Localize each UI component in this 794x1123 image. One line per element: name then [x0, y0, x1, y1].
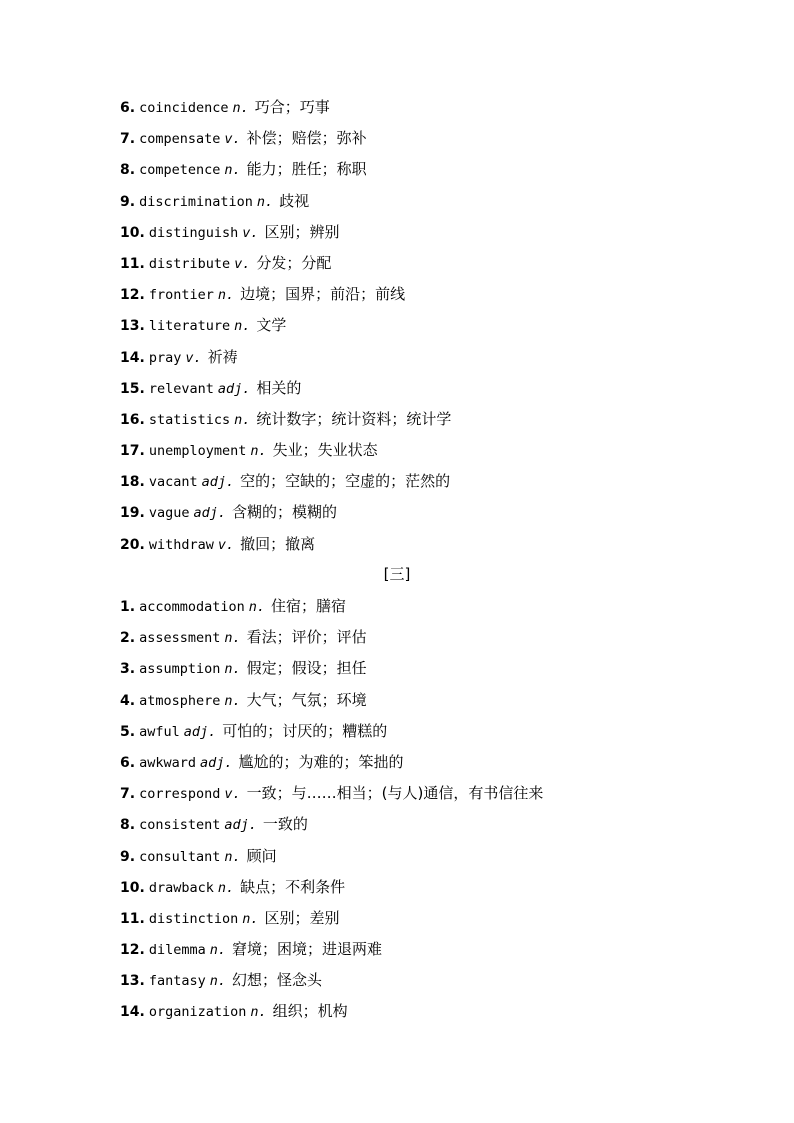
entry-definition: 顾问 — [246, 846, 277, 865]
entry-definition: 补偿；赔偿；弥补 — [246, 129, 367, 148]
entry-number: 19. — [120, 505, 145, 522]
entry-word: consultant — [139, 848, 221, 865]
entry-definition: 一致；与……相当；(与人)通信，有书信往来 — [246, 784, 544, 803]
entry-number: 3. — [120, 661, 136, 678]
entry-definition: 一致的 — [262, 815, 308, 834]
entry-word: drawback — [148, 879, 214, 896]
entry-word: atmosphere — [139, 692, 221, 709]
entry-part-of-speech: n. — [209, 973, 226, 990]
entry-word: compensate — [139, 131, 221, 148]
entry-word: coincidence — [139, 100, 229, 116]
entry-definition: 区别；差别 — [264, 908, 340, 927]
entry-definition: 大气；气氛；环境 — [246, 690, 367, 709]
vocab-entry — [120, 688, 680, 719]
entry-word: distinction — [148, 910, 239, 927]
vocab-entry — [120, 999, 680, 1030]
entry-number: 8. — [120, 817, 136, 834]
entry-word: accommodation — [139, 599, 245, 615]
entry-number: 6. — [120, 754, 136, 771]
vocab-entry — [120, 376, 680, 407]
entry-word: pray — [148, 349, 182, 366]
vocab-entry — [120, 906, 680, 937]
entry-definition: 相关的 — [256, 378, 302, 397]
entry-part-of-speech: v. — [224, 131, 241, 148]
entry-word: unemployment — [148, 443, 247, 460]
entry-definition: 巧合；巧事 — [254, 98, 330, 116]
entry-definition: 文学 — [256, 316, 287, 335]
entry-number: 14. — [120, 349, 145, 366]
vocab-entry — [120, 220, 680, 251]
vocab-entry — [120, 719, 680, 750]
entry-definition: 分发；分配 — [256, 253, 332, 272]
entry-definition: 边境；国界；前沿；前线 — [240, 285, 406, 304]
entry-number: 1. — [120, 599, 136, 615]
entry-definition: 组织；机构 — [272, 1002, 348, 1021]
entry-part-of-speech: n. — [217, 879, 235, 896]
entry-part-of-speech: n. — [234, 411, 251, 428]
entry-number: 4. — [120, 692, 136, 709]
entry-definition: 祈祷 — [207, 347, 238, 366]
entry-part-of-speech: adj. — [224, 817, 257, 834]
vocab-entry — [120, 875, 680, 906]
vocab-entry — [120, 251, 680, 282]
entry-definition: 失业；失业状态 — [272, 441, 378, 460]
vocab-entry — [120, 750, 680, 781]
entry-number: 5. — [120, 723, 136, 740]
entry-part-of-speech: n. — [217, 287, 235, 304]
entry-word: assessment — [139, 630, 221, 647]
vocab-entry — [120, 345, 680, 376]
entry-number: 16. — [120, 411, 145, 428]
entry-word: distribute — [148, 255, 231, 272]
vocab-entry — [120, 625, 680, 656]
entry-definition: 窘境；困境；进退两难 — [231, 940, 382, 959]
entry-number: 13. — [120, 973, 145, 990]
entry-part-of-speech: adj. — [201, 474, 235, 491]
entry-word: awkward — [139, 754, 196, 771]
entry-part-of-speech: v. — [224, 786, 241, 803]
entry-part-of-speech: n. — [250, 1004, 267, 1021]
entry-part-of-speech: n. — [209, 942, 226, 959]
vocab-entry — [120, 407, 680, 438]
entry-word: correspond — [139, 786, 221, 803]
entry-number: 9. — [120, 848, 136, 865]
entry-part-of-speech: n. — [234, 318, 251, 335]
entry-word: awful — [139, 723, 180, 740]
entry-number: 7. — [120, 786, 136, 803]
vocab-entry — [120, 594, 680, 625]
entry-definition: 假定；假设；担任 — [246, 659, 367, 678]
entry-part-of-speech: v. — [234, 255, 251, 272]
entry-word: literature — [148, 318, 231, 335]
entry-word: relevant — [148, 380, 214, 397]
entry-part-of-speech: v. — [242, 224, 259, 241]
entry-number: 17. — [120, 443, 145, 460]
entry-word: organization — [148, 1004, 247, 1021]
vocab-entry — [120, 313, 680, 344]
vocab-entry — [120, 532, 680, 563]
entry-number: 7. — [120, 131, 136, 148]
vocab-entry — [120, 438, 680, 469]
entry-number: 12. — [120, 287, 145, 304]
entry-definition: 住宿；膳宿 — [271, 597, 347, 615]
entry-part-of-speech: n. — [224, 630, 241, 647]
vocab-entry — [120, 812, 680, 843]
entry-part-of-speech: n. — [224, 692, 241, 709]
entry-word: competence — [139, 162, 221, 179]
entry-number: 10. — [120, 224, 145, 241]
vocab-entry — [120, 282, 680, 313]
entry-definition: 可怕的；讨厌的；糟糕的 — [222, 721, 388, 740]
entry-part-of-speech: n. — [224, 162, 241, 179]
entry-definition: 含糊的；模糊的 — [231, 503, 337, 522]
entry-definition: 区别；辨别 — [264, 222, 340, 241]
entry-part-of-speech: n. — [256, 193, 274, 210]
section-heading: [三] — [383, 565, 411, 583]
entry-word: vacant — [148, 474, 198, 491]
vocab-entry — [120, 968, 680, 999]
vocab-entry — [120, 157, 680, 188]
entry-part-of-speech: n. — [242, 910, 259, 927]
entry-definition: 歧视 — [279, 191, 310, 210]
entry-number: 20. — [120, 536, 145, 553]
entry-definition: 尴尬的；为难的；笨拙的 — [238, 752, 404, 771]
entry-word: withdraw — [148, 536, 214, 553]
entry-part-of-speech: n. — [224, 848, 241, 865]
entry-part-of-speech: v. — [185, 349, 202, 366]
entry-word: consistent — [139, 817, 221, 834]
entry-part-of-speech: n. — [232, 100, 249, 116]
entry-part-of-speech: adj. — [217, 380, 251, 397]
entry-number: 10. — [120, 879, 145, 896]
entry-part-of-speech: n. — [250, 443, 267, 460]
entry-part-of-speech: n. — [224, 661, 241, 678]
entry-word: fantasy — [148, 973, 206, 990]
vocab-entry — [120, 95, 680, 126]
entry-word: assumption — [139, 661, 221, 678]
entry-word: discrimination — [139, 193, 253, 210]
entry-number: 18. — [120, 474, 145, 491]
entry-part-of-speech: v. — [217, 536, 235, 553]
entry-number: 14. — [120, 1004, 145, 1021]
vocab-entry — [120, 469, 680, 500]
vocab-list-section-three — [120, 594, 680, 1031]
entry-definition: 能力；胜任；称职 — [246, 160, 367, 179]
entry-number: 12. — [120, 942, 145, 959]
entry-number: 11. — [120, 910, 145, 927]
entry-part-of-speech: adj. — [183, 723, 217, 740]
entry-word: frontier — [148, 287, 214, 304]
vocab-entry — [120, 189, 680, 220]
entry-number: 6. — [120, 100, 136, 116]
entry-number: 2. — [120, 630, 136, 647]
entry-word: distinguish — [148, 224, 239, 241]
entry-definition: 统计数字；统计资料；统计学 — [256, 409, 452, 428]
entry-definition: 撤回；撤离 — [240, 534, 316, 553]
entry-number: 8. — [120, 162, 136, 179]
entry-part-of-speech: adj. — [193, 505, 226, 522]
vocab-entry — [120, 126, 680, 157]
entry-number: 13. — [120, 318, 145, 335]
entry-word: vague — [148, 505, 190, 522]
vocab-list-section-two — [120, 95, 680, 563]
vocab-entry — [120, 500, 680, 531]
entry-part-of-speech: adj. — [199, 754, 233, 771]
entry-definition: 空的；空缺的；空虚的；茫然的 — [240, 472, 451, 491]
entry-part-of-speech: n. — [248, 599, 265, 615]
entry-number: 11. — [120, 255, 145, 272]
entry-word: dilemma — [148, 942, 206, 959]
vocab-entry — [120, 781, 680, 812]
entry-word: statistics — [148, 411, 231, 428]
entry-definition: 缺点；不利条件 — [240, 877, 346, 896]
entry-definition: 幻想；怪念头 — [231, 971, 322, 990]
entry-number: 9. — [120, 193, 136, 210]
vocab-entry — [120, 656, 680, 687]
vocab-entry — [120, 937, 680, 968]
entry-number: 15. — [120, 380, 145, 397]
entry-definition: 看法；评价；评估 — [246, 628, 367, 647]
vocab-entry — [120, 844, 680, 875]
